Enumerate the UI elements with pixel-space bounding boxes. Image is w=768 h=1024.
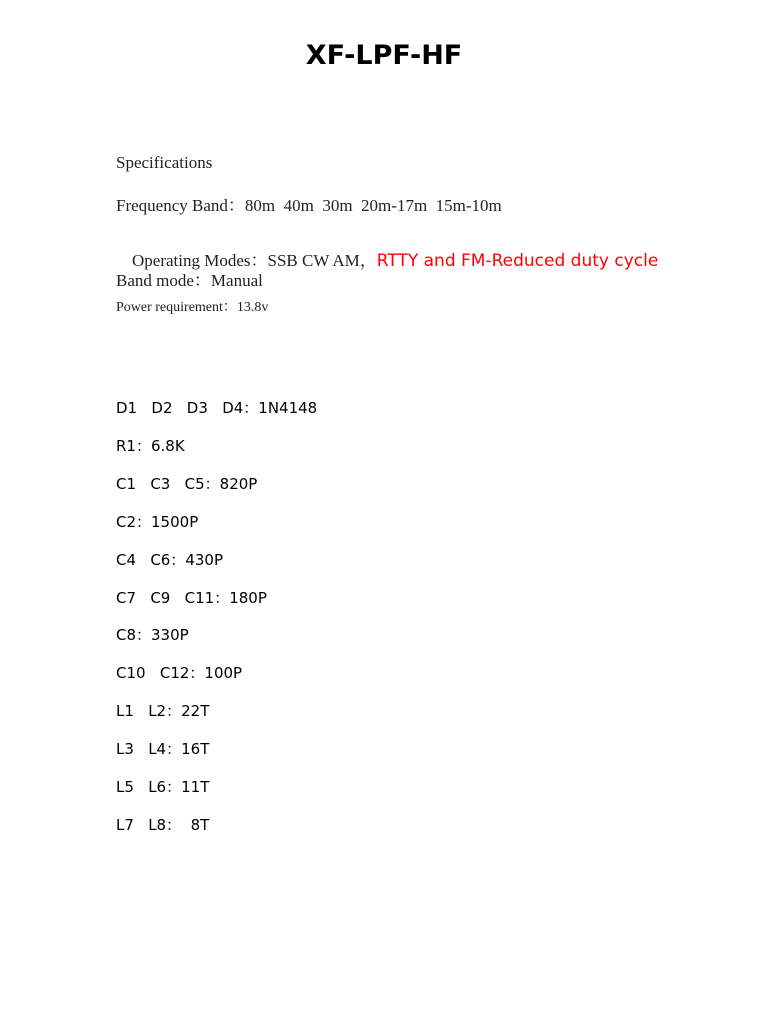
component-line: C10 C12：100P	[116, 664, 243, 682]
power-requirement: Power requirement：13.8v	[116, 300, 269, 315]
document-title: XF-LPF-HF	[305, 40, 463, 71]
operating-modes: Operating Modes：SSB CW AM，	[132, 251, 377, 270]
specs-heading: Specifications	[116, 153, 213, 172]
component-line: C4 C6：430P	[116, 551, 224, 569]
band-mode: Band mode：Manual	[116, 271, 263, 290]
component-line: L7 L8： 8T	[116, 816, 210, 834]
component-line: C7 C9 C11：180P	[116, 589, 267, 607]
component-line: D1 D2 D3 D4：1N4148	[116, 399, 318, 417]
component-line: L3 L4：16T	[116, 740, 210, 758]
component-line: C2：1500P	[116, 513, 199, 531]
component-line: L5 L6：11T	[116, 778, 210, 796]
component-line: R1：6.8K	[116, 437, 185, 455]
component-line: L1 L2：22T	[116, 702, 210, 720]
component-line: C8：330P	[116, 626, 189, 644]
frequency-band: Frequency Band：80m 40m 30m 20m-17m 15m-10m	[116, 196, 502, 215]
component-line: C1 C3 C5：820P	[116, 475, 258, 493]
operating-modes-note: RTTY and FM-Reduced duty cycle	[376, 251, 659, 271]
